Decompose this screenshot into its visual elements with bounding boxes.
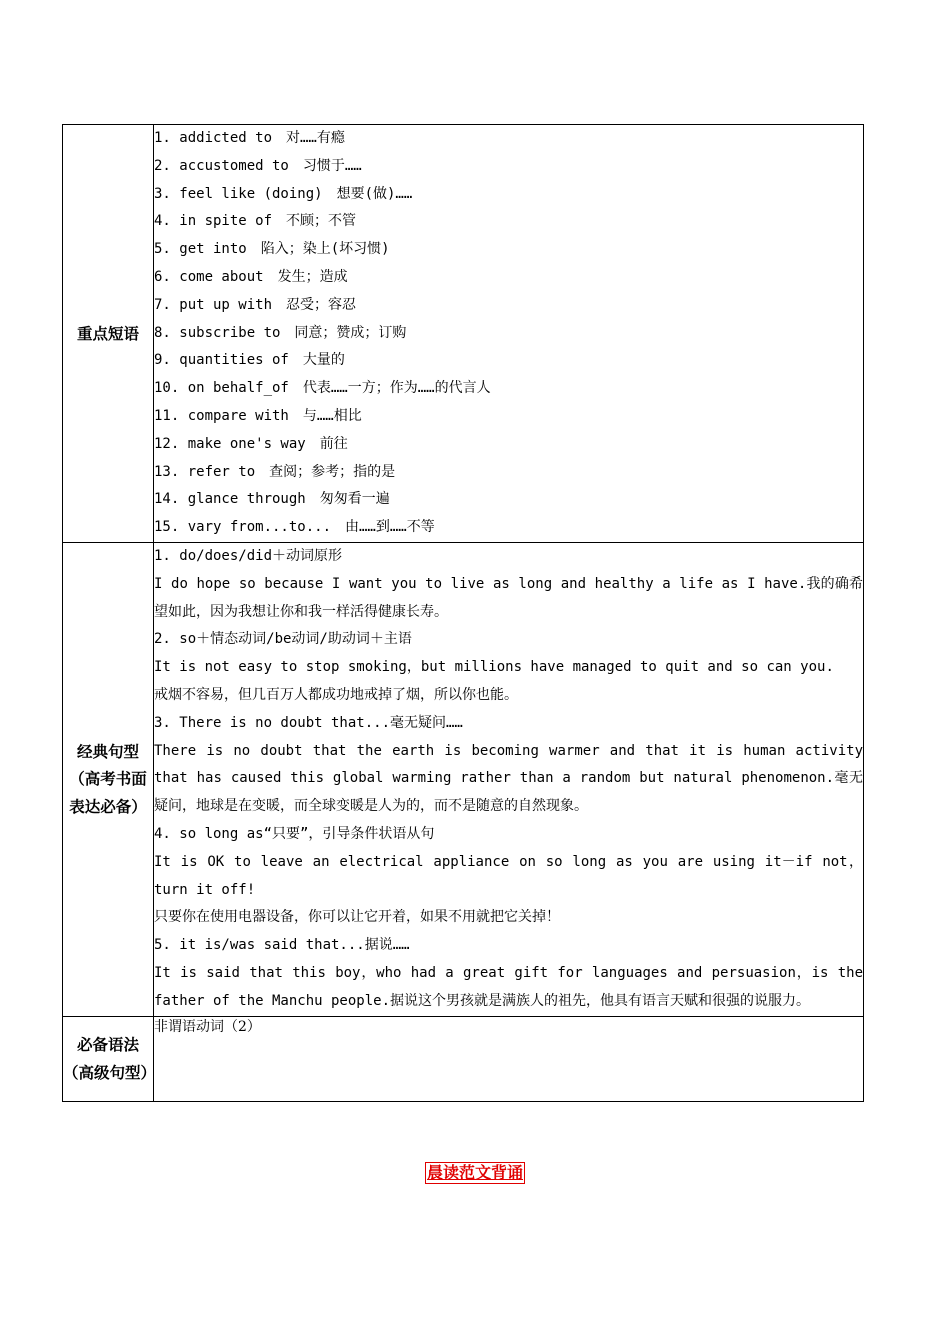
sentence-pattern-heading: 5. it is/was said that...据说…… <box>154 937 410 954</box>
row-label-grammar: 必备语法（高级句型） <box>63 1016 154 1101</box>
phrase-item: 8. subscribe to 同意；赞成；订购 <box>154 324 407 341</box>
grammar-topic: 非谓语动词（2） <box>154 1018 261 1035</box>
phrase-item: 6. come about 发生；造成 <box>154 268 348 285</box>
phrase-item: 4. in spite of 不顾；不管 <box>154 213 357 230</box>
phrase-item: 9. quantities of 大量的 <box>154 352 345 369</box>
phrase-item: 11. compare with 与……相比 <box>154 407 362 424</box>
phrase-item: 14. glance through 匆匆看一遍 <box>154 491 390 508</box>
sentence-example: It is not easy to stop smoking，but millions have managed to quit and so can you. <box>154 659 834 676</box>
phrase-item: 3. feel like (doing) 想要(做)…… <box>154 185 413 202</box>
grammar-cell <box>154 1016 864 1101</box>
table-row-sentences <box>63 542 864 1016</box>
phrase-item: 7. put up with 忍受；容忍 <box>154 296 357 313</box>
phrases-cell <box>154 125 864 543</box>
sentence-example: I do hope so because I want you to live as long and healthy a life as I have.我的确希望如此，因为我想让你和我一样活得健康长寿。 <box>154 575 863 620</box>
sentence-translation: 只要你在使用电器设备，你可以让它开着，如果不用就把它关掉！ <box>154 909 560 926</box>
phrase-item: 1. addicted to 对……有瘾 <box>154 130 345 146</box>
sentence-pattern-heading: 3. There is no doubt that...毫无疑问…… <box>154 714 463 731</box>
row-label-phrases: 重点短语 <box>63 125 154 543</box>
table-row-phrases <box>63 125 864 543</box>
footer-heading-container <box>0 1162 950 1184</box>
row-label-sentences: 经典句型（高考书面表达必备） <box>63 542 154 1016</box>
sentence-pattern-heading: 4. so long as“只要”，引导条件状语从句 <box>154 825 435 842</box>
phrase-item: 12. make one's way 前往 <box>154 435 348 452</box>
phrase-item: 10. on behalf_of 代表……一方；作为……的代言人 <box>154 380 491 397</box>
phrase-item: 15. vary from...to... 由……到……不等 <box>154 519 435 536</box>
sentence-example: It is said that this boy，who had a great gift for languages and persuasion，is the father of the Manchu people.据说这个男孩就是满族人的祖先，他具有语言天赋和很强的说服力。 <box>154 964 863 1009</box>
sentence-example: There is no doubt that the earth is becoming warmer and that it is human activity that has caused this global warming rather than a random but natural phenomenon.毫无疑问，地球是在变暖，而全球变暖是人为的，而不是随意的自然现象。 <box>154 742 863 815</box>
footer-heading: 晨读范文背诵 <box>426 1163 523 1182</box>
sentence-pattern-heading: 2. so＋情态动词/be动词/助动词＋主语 <box>154 631 412 648</box>
sentence-translation: 戒烟不容易，但几百万人都成功地戒掉了烟，所以你也能。 <box>154 686 518 703</box>
sentence-pattern-heading: 1. do/does/did＋动词原形 <box>154 547 343 564</box>
phrase-item: 5. get into 陷入；染上(坏习惯) <box>154 241 390 258</box>
sentences-cell <box>154 542 864 1016</box>
sentence-example: It is OK to leave an electrical appliance on so long as you are using it－if not，turn it off! <box>154 853 863 898</box>
phrase-item: 2. accustomed to 习惯于…… <box>154 157 362 174</box>
phrase-item: 13. refer to 查阅；参考；指的是 <box>154 463 396 480</box>
study-table <box>62 124 864 1102</box>
table-row-grammar <box>63 1016 864 1101</box>
